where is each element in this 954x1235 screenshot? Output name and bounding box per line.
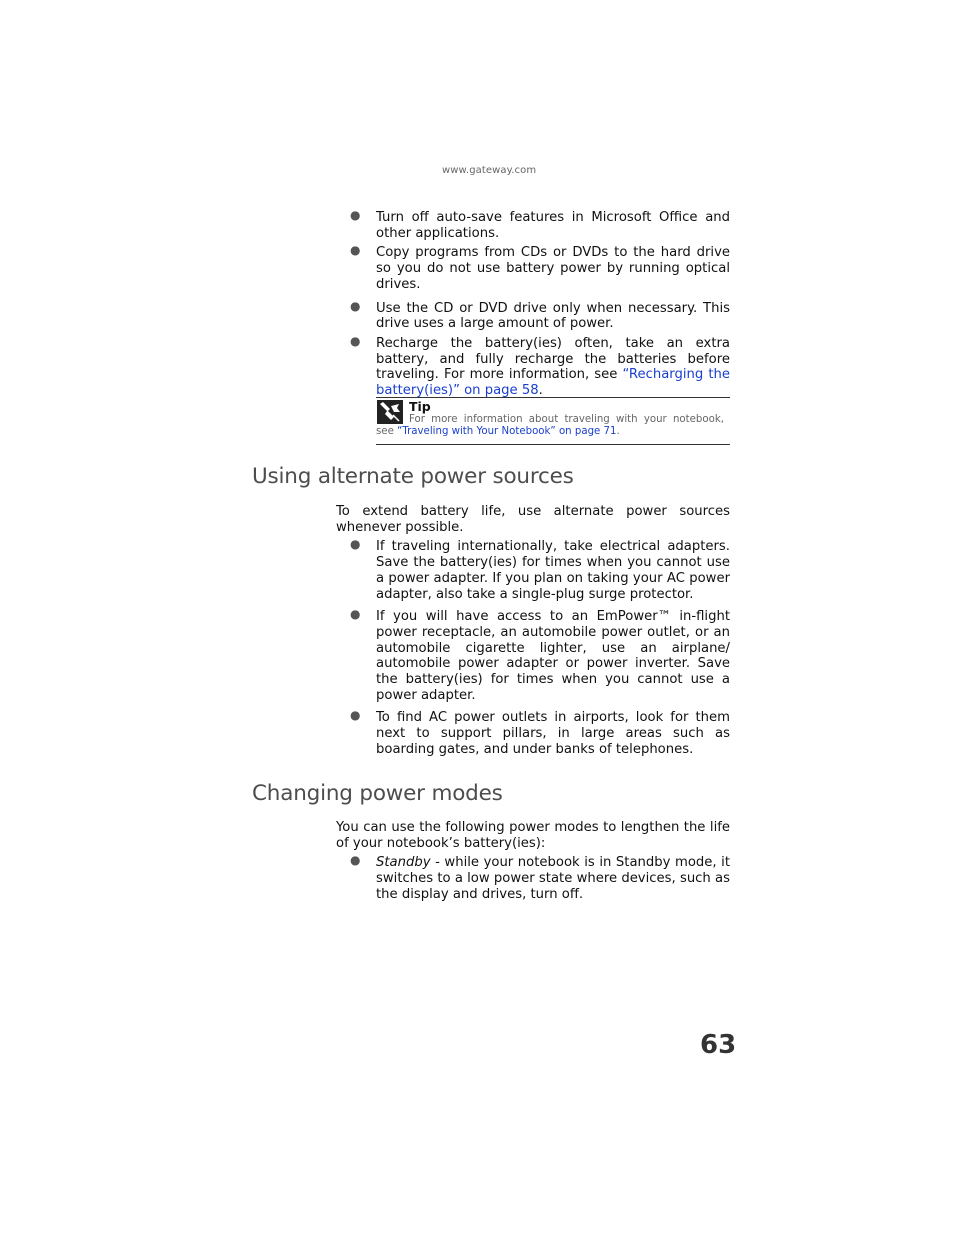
list-item-text: If traveling internationally, take electrical adapters. Save the battery(ies) for times when you cannot use a power adapter. If you plan on taking your AC power adapter, also take a single-plug surge protector. bbox=[376, 539, 730, 602]
section-heading-alternate-power: Using alternate power sources bbox=[252, 464, 574, 489]
list-item bbox=[336, 855, 730, 902]
list-item bbox=[336, 245, 730, 292]
section-intro: To extend battery life, use alternate power sources whenever possible. bbox=[336, 504, 730, 535]
tip-text bbox=[376, 414, 724, 437]
bullet-icon: ● bbox=[350, 607, 361, 622]
list-item bbox=[336, 333, 730, 399]
list-item-text: - while your notebook is in Standby mode, it switches to a low power state where devices, such as the display and drives, turn off. bbox=[376, 855, 730, 902]
list-item bbox=[336, 298, 730, 332]
tip-title: Tip bbox=[409, 399, 431, 414]
bullet-icon: ● bbox=[350, 243, 361, 258]
alternate-power-section bbox=[336, 504, 730, 758]
list-item bbox=[336, 210, 730, 241]
tip-suffix: . bbox=[616, 425, 620, 437]
list-item-text: Use the CD or DVD drive only when necessary. This drive uses a large amount of power. bbox=[376, 300, 730, 332]
bullet-icon: ● bbox=[350, 853, 361, 868]
section-intro: You can use the following power modes to lengthen the life of your notebook’s battery(ies): bbox=[336, 820, 730, 851]
section-heading-power-modes: Changing power modes bbox=[252, 781, 503, 806]
list-item-text: To find AC power outlets in airports, look for them next to support pillars, in large areas such as boarding gates, and under banks of telephones. bbox=[376, 710, 730, 757]
standby-term: Standby bbox=[376, 855, 431, 871]
bullet-icon: ● bbox=[350, 333, 361, 348]
power-modes-section bbox=[336, 820, 730, 903]
list-item-text: Recharge the battery(ies) often, take an extra battery, and fully recharge the batteries before traveling. For more information, see bbox=[376, 335, 730, 383]
battery-tips-list bbox=[336, 210, 730, 399]
bullet-icon: ● bbox=[350, 537, 361, 552]
tip-body: For more information about traveling with your notebook, see bbox=[376, 414, 724, 437]
list-item-suffix: . bbox=[538, 383, 543, 399]
recharging-battery-link[interactable]: “Recharging the battery(ies)” on page 58 bbox=[376, 367, 730, 399]
site-url: www.gateway.com bbox=[442, 165, 537, 176]
traveling-notebook-link[interactable]: “Traveling with Your Notebook” on page 71 bbox=[397, 425, 617, 437]
bullet-icon: ● bbox=[350, 708, 361, 723]
tip-box bbox=[376, 397, 730, 445]
bullet-icon: ● bbox=[350, 208, 361, 222]
list-item-text: Copy programs from CDs or DVDs to the hard drive so you do not use battery power by running optical drives. bbox=[376, 245, 730, 292]
list-item bbox=[336, 710, 730, 757]
bullet-icon: ● bbox=[350, 298, 361, 313]
list-item bbox=[336, 609, 730, 703]
list-item-text: Turn off auto-save features in Microsoft Office and other applications. bbox=[376, 210, 730, 241]
page-number: 63 bbox=[700, 1030, 737, 1060]
list-item-text: If you will have access to an EmPower™ in-flight power receptacle, an automobile power outlet, or an automobile cigarette lighter, use an airplane/ automobile power adapter or power inverter. Save the battery(ies) for times when you cannot use a power adapter. bbox=[376, 609, 730, 703]
list-item bbox=[336, 539, 730, 602]
